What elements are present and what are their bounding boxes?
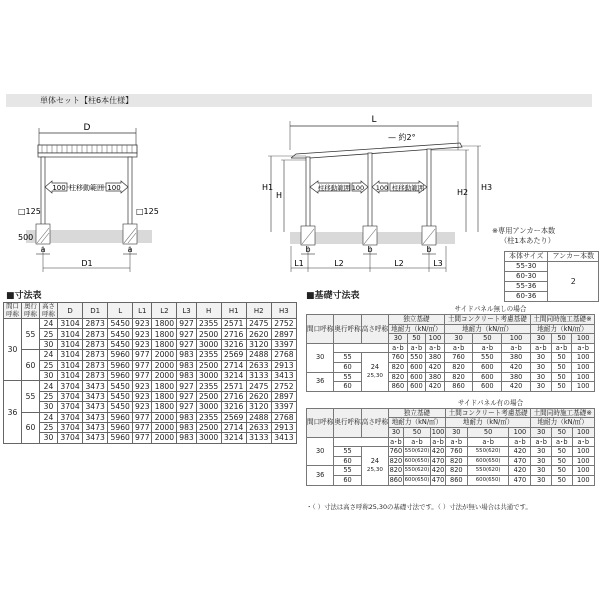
table-cell: 600: [407, 372, 426, 382]
table-cell: 25: [40, 422, 58, 432]
table-cell: 2620: [246, 391, 271, 401]
table-cell: 2000: [152, 422, 177, 432]
table-cell: 2873: [83, 339, 108, 349]
table-row: 60 860 600(650) 470 860 600(650) 470 30 50 100: [307, 475, 595, 485]
table-row: [4, 391, 297, 401]
table-cell: 2716: [221, 329, 246, 339]
table-cell: 30: [40, 370, 58, 380]
label-d1: D1: [81, 259, 93, 268]
table-cell: 2620: [246, 329, 271, 339]
table-row: [4, 433, 297, 443]
table-cell: 923: [133, 319, 152, 329]
table-cell: 977: [133, 370, 152, 380]
table-cell: 983: [177, 370, 196, 380]
table-cell: 30: [531, 447, 552, 457]
table-cell: 860: [444, 382, 473, 392]
table-cell: 380: [502, 372, 531, 382]
table-cell: 100: [572, 382, 595, 392]
table-cell: 2873: [83, 370, 108, 380]
table-cell: 380: [426, 353, 445, 363]
table-row: [4, 339, 297, 349]
table-cell: 550: [407, 353, 426, 363]
table-cell: 2873: [83, 360, 108, 370]
table-cell: 24: [40, 319, 58, 329]
label-h: H: [276, 191, 283, 200]
table-cell: 760: [389, 447, 403, 456]
table-cell: 600: [407, 362, 426, 372]
table-cell: 2355: [196, 381, 221, 391]
table-cell: 100: [572, 466, 594, 476]
table-cell: 470: [509, 456, 531, 466]
table-cell: 3704: [58, 422, 83, 432]
table-cell: 1800: [152, 329, 177, 339]
table-cell: 50: [552, 475, 573, 485]
table-cell: 2714: [221, 360, 246, 370]
table-cell: 100: [572, 475, 594, 485]
table-cell: 2000: [152, 433, 177, 443]
table-cell: 2500: [196, 391, 221, 401]
table-cell: 3000: [196, 370, 221, 380]
table-cell: 2768: [271, 350, 296, 360]
table-cell: 5960: [108, 370, 133, 380]
svg-text:100: 100: [375, 184, 389, 192]
table-cell: 5960: [108, 412, 133, 422]
table-cell: 2475: [246, 381, 271, 391]
table-row: [4, 412, 297, 422]
table-cell: 2571: [221, 319, 246, 329]
table-cell: 2500: [196, 360, 221, 370]
dim-header-cell: H1: [221, 303, 246, 319]
table-row: 60 820 600 420 820 600 420 30 50 100: [307, 362, 595, 372]
table-cell: 977: [133, 350, 152, 360]
table-row: [4, 360, 297, 370]
table-cell: 3704: [58, 433, 83, 443]
dimension-table: [3, 302, 297, 444]
svg-text:100: 100: [351, 184, 365, 192]
table-cell: 3214: [221, 433, 246, 443]
depth-cell: 55: [22, 381, 40, 412]
table-cell: 50: [551, 382, 572, 392]
label-b-2: b: [367, 245, 373, 254]
table-cell: 380: [502, 353, 531, 363]
table-cell: 25: [40, 329, 58, 339]
table-cell: 3397: [271, 402, 296, 412]
table-cell: 30: [530, 362, 551, 372]
table-cell: 30: [530, 372, 551, 382]
label-d: D: [83, 123, 91, 133]
table-cell: 420: [426, 362, 445, 372]
table-cell: 3104: [58, 350, 83, 360]
svg-text:100: 100: [107, 184, 121, 192]
table-cell: 2355: [196, 412, 221, 422]
table-cell: 2714: [221, 422, 246, 432]
table-cell: 3104: [58, 329, 83, 339]
table-cell: 3397: [271, 339, 296, 349]
label-a-right: a: [127, 245, 133, 254]
table-cell: 2873: [83, 329, 108, 339]
table-cell: 2873: [83, 319, 108, 329]
table-cell: 923: [133, 391, 152, 401]
table-cell: 927: [177, 319, 196, 329]
label-angle: — 約2°: [388, 133, 416, 142]
table-cell: 983: [177, 422, 196, 432]
label-b-3: b: [426, 245, 432, 254]
table-cell: 2633: [246, 360, 271, 370]
table-cell: 470: [509, 475, 531, 485]
table-row: [4, 422, 297, 432]
table-cell: 3413: [271, 433, 296, 443]
table-row: 36 55 820 550(620) 420 820 550(620) 420 30 50 100: [307, 466, 595, 476]
table-cell: 2500: [196, 329, 221, 339]
table-cell: 420: [431, 466, 445, 475]
table-cell: 5960: [108, 422, 133, 432]
table-row: [4, 402, 297, 412]
table-row: [4, 381, 297, 391]
table-cell: 420: [502, 362, 531, 372]
table-cell: 50: [551, 353, 572, 363]
table-cell: 2716: [221, 391, 246, 401]
table-cell: 2913: [271, 422, 296, 432]
table-cell: 2355: [196, 350, 221, 360]
table-cell: 550(620): [403, 447, 431, 457]
table-cell: 3473: [83, 422, 108, 432]
table-cell: 420: [426, 382, 445, 392]
table-cell: 820: [389, 372, 408, 382]
side-elevation-diagram: [250, 108, 595, 273]
table-cell: 5450: [108, 339, 133, 349]
dim-header-cell: H: [196, 303, 221, 319]
dim-header-cell: D1: [83, 303, 108, 319]
svg-text:柱移動範囲: 柱移動範囲: [69, 184, 104, 192]
table-cell: 30: [530, 353, 551, 363]
table-cell: 3000: [196, 433, 221, 443]
dim-header-cell: H2: [246, 303, 271, 319]
table-cell: 600: [407, 382, 426, 392]
post-size-left: □125: [18, 207, 41, 216]
section-title: 単体セット【柱6本仕様】: [40, 96, 134, 105]
table-cell: 3000: [196, 339, 221, 349]
foundation-table-2: 間口呼称 奥行呼称 高さ呼称 独立基礎 土間コンクリート考慮基礎 土間同時施工基礎※ 地耐力（kN/㎡） 地耐力（kN/㎡） 地耐力（kN/㎡） 30 50 100 30 50 100 30 50 100 30 a･b a･b a･b a･b a･b a･b a･b a･b a･b 55 24 25,30 760 550(620) 420 760 550(620) 420 30 50 100 60 820 600(650) 470 820 600(650) 470 30 50 100 36 55 820 550(620) 420 820 550(620) 420 30 50 100 60 860 600(650) 470 860 600(650) 470 30 50 100: [306, 408, 595, 486]
table-cell: 5450: [108, 402, 133, 412]
dim-header-cell: L3: [177, 303, 196, 319]
table-cell: 50: [551, 372, 572, 382]
table-cell: 983: [177, 433, 196, 443]
table-cell: 927: [177, 339, 196, 349]
foundation-caption: サイドパネル無しの場合: [454, 305, 527, 313]
label-l2-2: L2: [394, 259, 404, 268]
table-cell: 5450: [108, 329, 133, 339]
table-cell: 470: [431, 475, 445, 484]
table-cell: 30: [531, 466, 552, 476]
table-cell: 760: [444, 353, 473, 363]
table-cell: 100: [572, 362, 595, 372]
table-cell: 550(620): [403, 466, 431, 476]
table-cell: 1800: [152, 402, 177, 412]
footnote: ・（ ）寸法は高さ呼称25,30の基礎寸法です。（ ）寸法が無い場合は共通です。: [306, 503, 532, 511]
table-cell: 50: [552, 466, 573, 476]
label-l3: L3: [433, 259, 443, 268]
table-cell: 2913: [271, 360, 296, 370]
table-cell: 820: [444, 362, 473, 372]
svg-text:100: 100: [52, 184, 66, 192]
table-cell: 2500: [196, 422, 221, 432]
table-cell: 820: [445, 466, 467, 476]
table-cell: 3133: [246, 370, 271, 380]
width-cell: 30: [4, 319, 22, 381]
svg-text:柱移動範囲: 柱移動範囲: [391, 184, 425, 192]
base-depth-label: 500: [18, 233, 34, 242]
table-cell: 600(650): [403, 475, 431, 485]
table-cell: 820: [389, 466, 403, 475]
table-cell: 30: [531, 475, 552, 485]
table-cell: 30: [530, 382, 551, 392]
table-row: 55 24 25,30 760 550(620) 420 760 550(620) 420 30 50 100: [307, 447, 595, 457]
table-cell: 100: [572, 456, 594, 466]
table-cell: 3133: [246, 433, 271, 443]
table-cell: 2768: [271, 412, 296, 422]
table-cell: 923: [133, 329, 152, 339]
table-cell: 923: [133, 381, 152, 391]
table-cell: 927: [177, 402, 196, 412]
table-cell: 2000: [152, 350, 177, 360]
table-cell: 2000: [152, 412, 177, 422]
anchor-note: ※専用アンカー本数 （柱1本あたり）: [492, 226, 556, 245]
table-cell: 3214: [221, 370, 246, 380]
table-cell: 550(620): [467, 447, 509, 457]
table-cell: 50: [552, 456, 573, 466]
table-cell: 100: [572, 372, 595, 382]
table-cell: 820: [389, 456, 403, 465]
table-cell: 2897: [271, 329, 296, 339]
table-cell: 3120: [246, 402, 271, 412]
table-cell: 820: [389, 362, 408, 372]
table-cell: 600(650): [467, 475, 509, 485]
table-cell: 30: [531, 456, 552, 466]
table-cell: 2488: [246, 412, 271, 422]
table-cell: 25: [40, 391, 58, 401]
table-cell: 30: [40, 339, 58, 349]
label-l2-1: L2: [334, 259, 344, 268]
table-cell: 470: [431, 456, 445, 465]
table-cell: 2873: [83, 350, 108, 360]
dim-header-cell: L1: [133, 303, 152, 319]
table-cell: 820: [444, 372, 473, 382]
table-cell: 3473: [83, 412, 108, 422]
table-cell: 2633: [246, 422, 271, 432]
table-cell: 983: [177, 350, 196, 360]
table-cell: 860: [389, 475, 403, 484]
table-cell: 3120: [246, 339, 271, 349]
table-cell: 3000: [196, 402, 221, 412]
table-cell: 380: [426, 372, 445, 382]
table-cell: 30: [40, 402, 58, 412]
table-row: 60 820 600(650) 470 820 600(650) 470 30 50 100: [307, 456, 595, 466]
table-cell: 5450: [108, 391, 133, 401]
label-a-left: a: [40, 245, 46, 254]
dim-header-cell: 奥行呼称: [22, 303, 40, 319]
table-cell: 600: [473, 372, 502, 382]
dim-header-cell: L: [108, 303, 133, 319]
table-row: 55 24 25,30 760 550 380 760 550 380 30 50 100: [307, 353, 595, 363]
table-cell: 977: [133, 422, 152, 432]
table-cell: 24: [40, 412, 58, 422]
table-cell: 25: [40, 360, 58, 370]
table-cell: 420: [431, 447, 445, 456]
table-cell: 977: [133, 433, 152, 443]
table-cell: 983: [177, 360, 196, 370]
table-row: [4, 329, 297, 339]
table-cell: 420: [509, 447, 531, 457]
width-cell: 36: [4, 381, 22, 443]
table-cell: 2000: [152, 370, 177, 380]
table-cell: 860: [445, 475, 467, 485]
table-cell: 30: [40, 433, 58, 443]
table-cell: 923: [133, 339, 152, 349]
table-cell: 3704: [58, 381, 83, 391]
table-cell: 3104: [58, 319, 83, 329]
table-row: [4, 319, 297, 329]
svg-text:柱移動範囲: 柱移動範囲: [317, 184, 351, 192]
table-cell: 420: [502, 382, 531, 392]
foundation-table-1: 間口呼称 奥行呼称 高さ呼称 独立基礎 土間コンクリート考慮基礎 土間同時施工基礎※ 地耐力（kN/㎡） 地耐力（kN/㎡） 地耐力（kN/㎡） 30 50 100 30 50 100 30 50 100 30 a･b a･b a･b a･b a･b a･b a･b a･b a･b 55 24 25,30 760 550 380 760 550 380 30 50 100 60 820 600 420 820 600 420 30 50 100 36 55 820 600 380 820 600 380 30 50 100 60 860 600 420 860 600 420 30 50 100: [306, 314, 595, 392]
table-cell: 600: [473, 382, 502, 392]
table-cell: 2569: [221, 412, 246, 422]
dim-header-cell: H3: [271, 303, 296, 319]
depth-cell: 60: [22, 412, 40, 443]
table-cell: 927: [177, 329, 196, 339]
table-cell: 1800: [152, 319, 177, 329]
section-title-bar: [6, 94, 592, 107]
table-cell: 5450: [108, 319, 133, 329]
table-cell: 24: [40, 381, 58, 391]
table-cell: 2488: [246, 350, 271, 360]
dim-header-cell: 間口呼称: [4, 303, 22, 319]
table-cell: 760: [389, 353, 408, 363]
table-cell: 420: [509, 466, 531, 476]
table-cell: 550: [473, 353, 502, 363]
table-cell: 2355: [196, 319, 221, 329]
table-cell: 5960: [108, 350, 133, 360]
table-cell: 24: [40, 350, 58, 360]
table-cell: 3473: [83, 402, 108, 412]
table-cell: 3473: [83, 381, 108, 391]
table-cell: 1800: [152, 381, 177, 391]
table-cell: 3104: [58, 360, 83, 370]
table-cell: 927: [177, 381, 196, 391]
table-cell: 2752: [271, 381, 296, 391]
table-cell: 977: [133, 360, 152, 370]
anchor-table: 本体サイズ アンカー本数 55-30 2 60-30 55-36 60-36: [504, 251, 599, 302]
table-row: [4, 370, 297, 380]
label-l1: L1: [294, 259, 304, 268]
table-cell: 1800: [152, 339, 177, 349]
table-row: 36 55 820 600 380 820 600 380 30 50 100: [307, 372, 595, 382]
table-cell: 3216: [221, 339, 246, 349]
label-b-1: b: [305, 245, 311, 254]
table-cell: 977: [133, 412, 152, 422]
table-cell: 50: [551, 362, 572, 372]
table-cell: 1800: [152, 391, 177, 401]
depth-cell: 60: [22, 350, 40, 381]
table-cell: 50: [552, 447, 573, 457]
table-cell: 2752: [271, 319, 296, 329]
table-cell: 3413: [271, 370, 296, 380]
table-row: [4, 350, 297, 360]
depth-cell: 55: [22, 319, 40, 350]
table-cell: 3704: [58, 402, 83, 412]
table-cell: 600(650): [403, 456, 431, 466]
table-cell: 2569: [221, 350, 246, 360]
post-size-right: □125: [136, 207, 159, 216]
table-cell: 3104: [58, 370, 83, 380]
foundation-caption: サイドパネル有の場合: [457, 398, 524, 407]
dim-header-cell: D: [58, 303, 83, 319]
table-cell: 2475: [246, 319, 271, 329]
label-h2: H2: [457, 188, 469, 197]
table-cell: 3473: [83, 391, 108, 401]
table-cell: 927: [177, 391, 196, 401]
dim-header-cell: L2: [152, 303, 177, 319]
dim-header-cell: 高さ呼称: [40, 303, 58, 319]
table-cell: 100: [572, 447, 594, 457]
table-cell: 2897: [271, 391, 296, 401]
table-cell: 760: [445, 447, 467, 457]
table-cell: 3104: [58, 339, 83, 349]
table-row: 60 860 600 420 860 600 420 30 50 100: [307, 382, 595, 392]
table-cell: 2000: [152, 360, 177, 370]
table-cell: 860: [389, 382, 408, 392]
foundation-table-title: ■基礎寸法表: [306, 291, 360, 301]
label-h3: H3: [481, 183, 493, 192]
table-cell: 550(620): [467, 466, 509, 476]
post-move-range-arrow: [45, 181, 128, 193]
table-cell: 983: [177, 412, 196, 422]
table-cell: 2571: [221, 381, 246, 391]
table-cell: 923: [133, 402, 152, 412]
table-cell: 600(650): [467, 456, 509, 466]
table-cell: 3704: [58, 391, 83, 401]
table-cell: 5960: [108, 360, 133, 370]
table-cell: 820: [445, 456, 467, 466]
label-l: L: [371, 115, 377, 125]
label-h1: H1: [262, 183, 274, 192]
table-cell: 3704: [58, 412, 83, 422]
dimension-table-title: ■寸法表: [6, 291, 42, 301]
table-cell: 100: [572, 353, 595, 363]
table-cell: 3473: [83, 433, 108, 443]
table-cell: 3216: [221, 402, 246, 412]
table-cell: 600: [473, 362, 502, 372]
table-cell: 5960: [108, 433, 133, 443]
table-cell: 5450: [108, 381, 133, 391]
